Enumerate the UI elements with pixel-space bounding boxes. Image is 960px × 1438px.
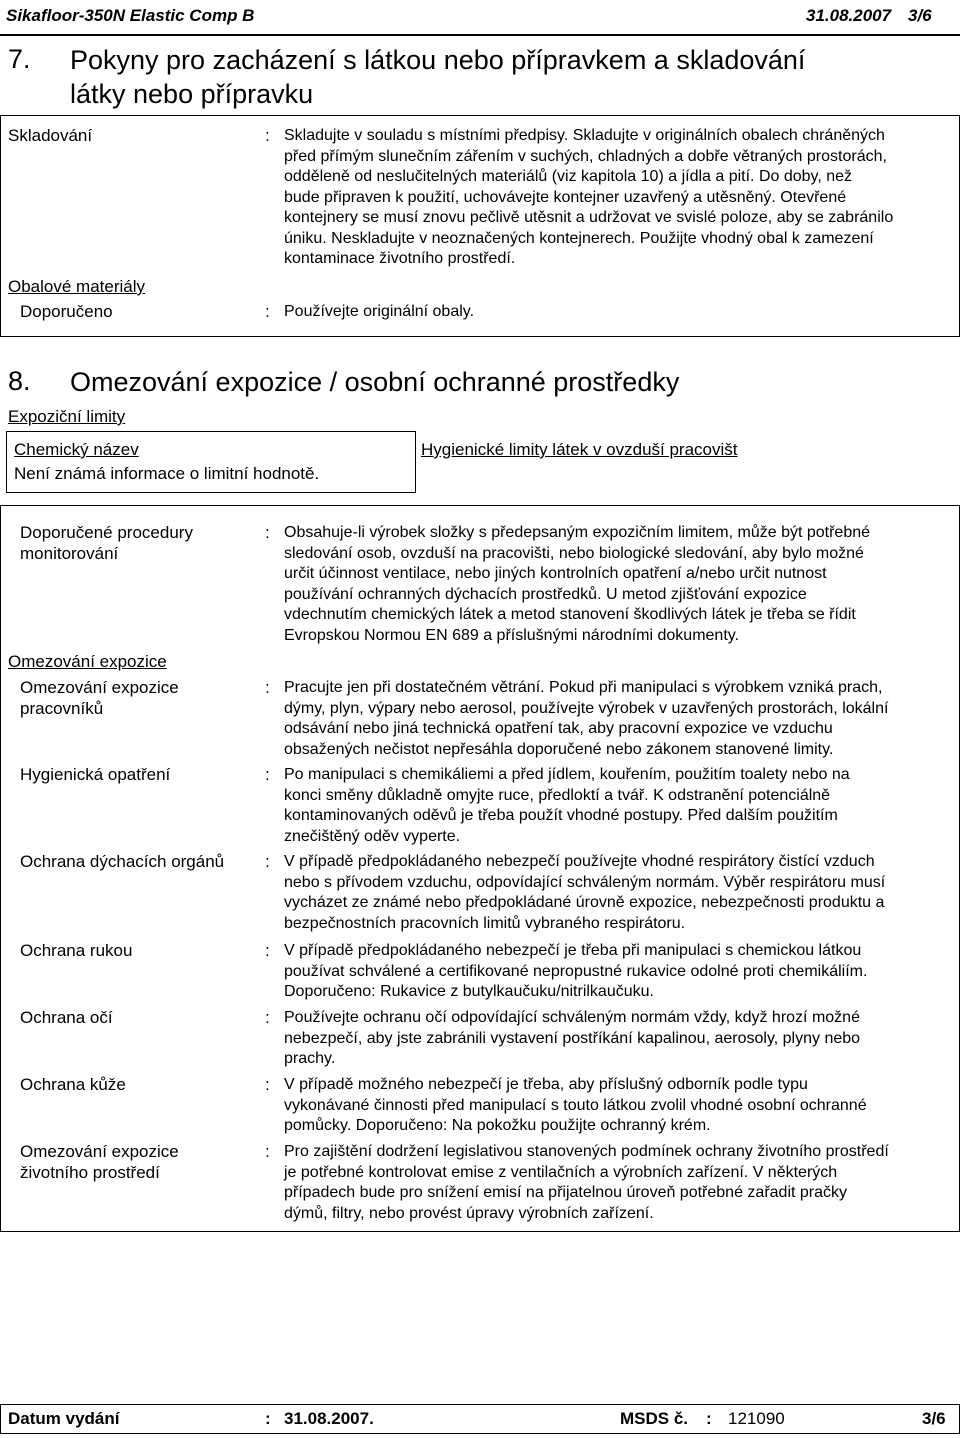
monitoring-label <box>20 523 193 564</box>
monitoring-line: Evropskou Normou EN 689 a příslušnými národními dokumenty. <box>284 626 740 644</box>
item-colon: : <box>265 678 270 697</box>
eye-protection-label: Ochrana očí <box>20 1008 113 1027</box>
environmental-exposure-label <box>20 1142 179 1183</box>
msds-colon: : <box>706 1409 712 1428</box>
recommended-colon: : <box>265 302 270 321</box>
storage-line: Skladujte v souladu s místními předpisy. Skladujte v originálních obalech chráněných <box>284 127 885 144</box>
footer-page-number: 3/6 <box>922 1409 946 1428</box>
packaging-label: Obalové materiály <box>8 277 146 296</box>
hand-protection-text <box>284 941 867 1003</box>
storage-line: odděleně od neslučitelných materiálů (viz kapitola 10) a jídla a pití. Do doby, než <box>284 168 853 185</box>
item-line: vycházet ze známé nebo předpokládané úrovně expozice, nebezpečnosti produktu a <box>284 894 885 911</box>
item-line: prachy. <box>284 1050 336 1067</box>
section-7-title-line1: Pokyny pro zacházení s látkou nebo přípravkem a skladování <box>70 45 806 75</box>
storage-label: Skladování <box>8 126 93 145</box>
item-line: V případě možného nebezpečí je třeba, aby příslušný odborník podle typu <box>284 1076 808 1093</box>
item-line: bezpečnostních pracovních limitů vybraného respirátoru. <box>284 914 686 932</box>
item-colon: : <box>265 852 270 871</box>
exposure-limits-label: Expoziční limity <box>8 407 126 426</box>
item-line: je potřebné kontrolovat emise z ventilačních a výrobních zařízení. V některých <box>284 1163 838 1181</box>
monitoring-text <box>284 523 870 646</box>
item-line: Používejte ochranu očí odpovídající schváleným normám vždy, když hrozí možné <box>284 1009 860 1026</box>
item-line: vykonávané činnosti před manipulací s touto látkou zvolil vhodné osobní ochranné <box>284 1096 867 1114</box>
storage-colon: : <box>265 126 270 145</box>
storage-text <box>284 126 893 270</box>
item-line: kontaminovaných oděvů je třeba použít vhodné postupy. Před dalším použitím <box>284 807 838 824</box>
storage-line: úniku. Neskladujte v neoznačených kontejnerech. Použijte vhodný obal k zamezení <box>284 229 874 247</box>
storage-line: bude připraven k použití, uchovávejte kontejner uzavřený a utěsněný. Otevřené <box>284 188 847 206</box>
issue-date-label: Datum vydání <box>8 1409 120 1428</box>
worker-exposure-label <box>20 678 179 719</box>
product-name: Sikafloor-350N Elastic Comp B <box>6 6 255 25</box>
storage-line: před přímým slunečním zářením v suchých, chladných a dobře větraných prostorách, <box>284 147 887 165</box>
item-line: znečištěný oděv vyperte. <box>284 827 461 845</box>
worker-exposure-text <box>284 678 888 760</box>
no-info-text: Není známá informace o limitní hodnotě. <box>14 464 320 483</box>
item-label-line: pracovníků <box>20 698 104 718</box>
item-line: případech bude pro snížení emisí na přijatelnou úroveň potřebné zařadit pračky <box>284 1184 848 1201</box>
monitoring-line: používání ochranných dýchacích prostředků. U metod zjišťování expozice <box>284 585 807 603</box>
monitoring-line: vdechnutím chemických látek a metod stanovení škodlivých látek je třeba se řídit <box>284 606 856 623</box>
msds-number: 121090 <box>728 1409 785 1428</box>
item-label-line: Omezování expozice <box>20 1142 179 1161</box>
header-page-number: 3/6 <box>908 6 932 25</box>
item-line: Doporučeno: Rukavice z butylkaučuku/nitrilkaučuku. <box>284 983 654 1000</box>
msds-label: MSDS č. <box>620 1409 689 1428</box>
hand-protection-label: Ochrana rukou <box>20 941 133 960</box>
item-line: Pro zajištění dodržení legislativou stanovených podmínek ochrany životního prostředí <box>284 1143 889 1160</box>
item-line: konci směny důkladně omyjte ruce, předloktí a tvář. K odstranění potenciálně <box>284 786 831 804</box>
item-colon: : <box>265 1142 270 1161</box>
eye-protection-text <box>284 1008 860 1070</box>
item-line: nebo s přívodem vzduchu, odpovídající schváleným normám. Výběr respirátoru musí <box>284 873 886 891</box>
item-line: dýmů, filtry, nebo provést úpravy výrobních zařízení. <box>284 1204 654 1222</box>
item-label-line: Omezování expozice <box>20 678 179 697</box>
chemical-name-header: Chemický název <box>14 440 139 459</box>
item-line: Po manipulaci s chemikáliemi a před jídlem, kouřením, použitím toalety nebo na <box>284 766 850 783</box>
item-colon: : <box>265 941 270 960</box>
section-8-number: 8. <box>8 366 31 396</box>
recommended-text: Používejte originální obaly. <box>284 303 475 320</box>
skin-protection-text <box>284 1075 867 1137</box>
section-8-title: Omezování expozice / osobní ochranné prostředky <box>70 367 680 397</box>
monitoring-colon: : <box>265 523 270 542</box>
monitoring-line: sledování osob, ovzduší na pracovišti, nebo biologické sledování, aby bylo možné <box>284 544 864 562</box>
respiratory-protection-text <box>284 852 885 934</box>
storage-line: kontejnery se musí znovu pečlivě utěsnit a udržovat ve svislé poloze, aby se zabránilo <box>284 209 894 226</box>
section-7-title-line2: látky nebo přípravku <box>70 79 314 109</box>
item-colon: : <box>265 1008 270 1027</box>
monitoring-line: určit účinnost ventilace, nebo jiných kontrolních opatření a/nebo určit nutnost <box>284 565 827 582</box>
monitoring-label-line: Doporučené procedury <box>20 523 193 542</box>
item-label-line: životního prostředí <box>20 1162 160 1182</box>
environmental-exposure-text <box>284 1142 889 1224</box>
item-colon: : <box>265 1075 270 1094</box>
respiratory-protection-label: Ochrana dýchacích orgánů <box>20 852 225 871</box>
header-date: 31.08.2007 <box>806 6 892 25</box>
section-7-number: 7. <box>8 44 31 74</box>
exposure-control-label: Omezování expozice <box>8 652 167 671</box>
monitoring-line: Obsahuje-li výrobek složky s předepsaným expozičním limitem, může být potřebné <box>284 524 871 541</box>
item-line: dýmy, plyn, výpary nebo aerosol, používejte výrobek v uzavřených prostorách, lokální <box>284 699 889 717</box>
hygiene-limits-header: Hygienické limity látek v ovzduší pracovišt <box>421 440 738 459</box>
item-line: odsávání nebo jiná technická opatření tak, aby pracovní expozice ve vzduchu <box>284 720 833 737</box>
issue-date-colon: : <box>265 1409 271 1428</box>
item-colon: : <box>265 765 270 784</box>
issue-date-value: 31.08.2007. <box>284 1409 374 1428</box>
item-line: používat schválené a certifikované nepropustné rukavice odolné proti chemikáliím. <box>284 962 868 980</box>
item-line: pomůcky. Doporučeno: Na pokožku použijte ochranný krém. <box>284 1117 711 1134</box>
item-line: V případě předpokládaného nebezpečí používejte vhodné respirátory čistící vzduch <box>284 853 875 870</box>
page-footer <box>0 1404 960 1434</box>
monitoring-label-line: monitorování <box>20 543 119 563</box>
recommended-label: Doporučeno <box>20 302 113 321</box>
hygiene-measures-label: Hygienická opatření <box>20 765 171 784</box>
item-line: Pracujte jen při dostatečném větrání. Pokud při manipulaci s výrobkem vzniká prach, <box>284 679 883 696</box>
storage-line: kontaminace životního prostředí. <box>284 250 516 267</box>
item-line: V případě předpokládaného nebezpečí je třeba při manipulaci s chemickou látkou <box>284 942 862 959</box>
hygiene-measures-text <box>284 765 850 847</box>
item-line: obsažených nečistot nepřesáhla doporučené nebo zákonem stanovené limity. <box>284 740 834 758</box>
item-line: nebezpečí, aby jste zabránili vystavení postříkání kapalinou, aerosoly, plyny nebo <box>284 1029 861 1047</box>
skin-protection-label: Ochrana kůže <box>20 1075 126 1094</box>
